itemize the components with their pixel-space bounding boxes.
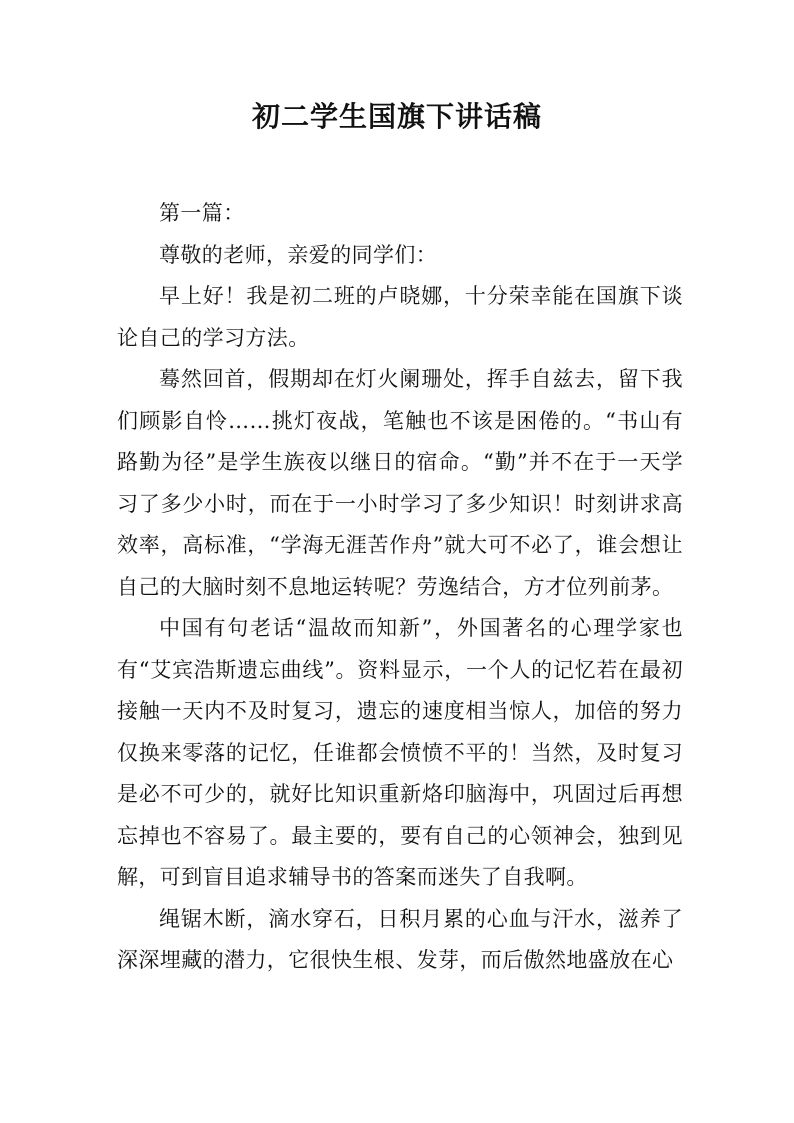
paragraph-salutation: 尊敬的老师，亲爱的同学们： — [159, 242, 438, 267]
paragraph-diligence: 蓦然回首，假期却在灯火阑珊处，挥手自兹去，留下我们顾影自怜……挑灯夜战，笔触也不该是困倦的。“书山有路勤为径”是学生族夜以继日的宿命。“勤”并不在于一天学习了多少小时，而在于一小时学习了多少知识！时刻讲求高效率，高标准，“学海无涯苦作舟”就大可不必了，谁会想让自己的大脑时刻不息地运转呢？劳逸结合，方才位列前茅。 — [117, 367, 683, 599]
document-title: 初二学生国旗下讲话稿 — [251, 100, 542, 133]
document-body — [117, 193, 683, 982]
paragraph-section-heading: 第一篇： — [159, 201, 245, 225]
paragraph-review: 中国有句老话“温故而知新”，外国著名的心理学家也有“艾宾浩斯遗忘曲线”。资料显示，一个人的记忆若在最初接触一天内不及时复习，遗忘的速度相当惊人，加倍的努力仅换来零落的记忆，任谁都会愤愤不平的！当然，及时复习是必不可少的，就好比知识重新烙印脑海中，巩固过后再想忘掉也不容易了。最主要的，要有自己的心领神会，独到见解，可到盲目追求辅导书的答案而迷失了自我啊。 — [117, 616, 683, 889]
paragraph-persistence: 绳锯木断，滴水穿石，日积月累的心血与汗水，滋养了深深埋藏的潜力，它很快生根、发芽，而后傲然地盛放在心 — [117, 906, 683, 972]
paragraph-greeting: 早上好！我是初二班的卢晓娜，十分荣幸能在国旗下谈论自己的学习方法。 — [117, 284, 683, 350]
